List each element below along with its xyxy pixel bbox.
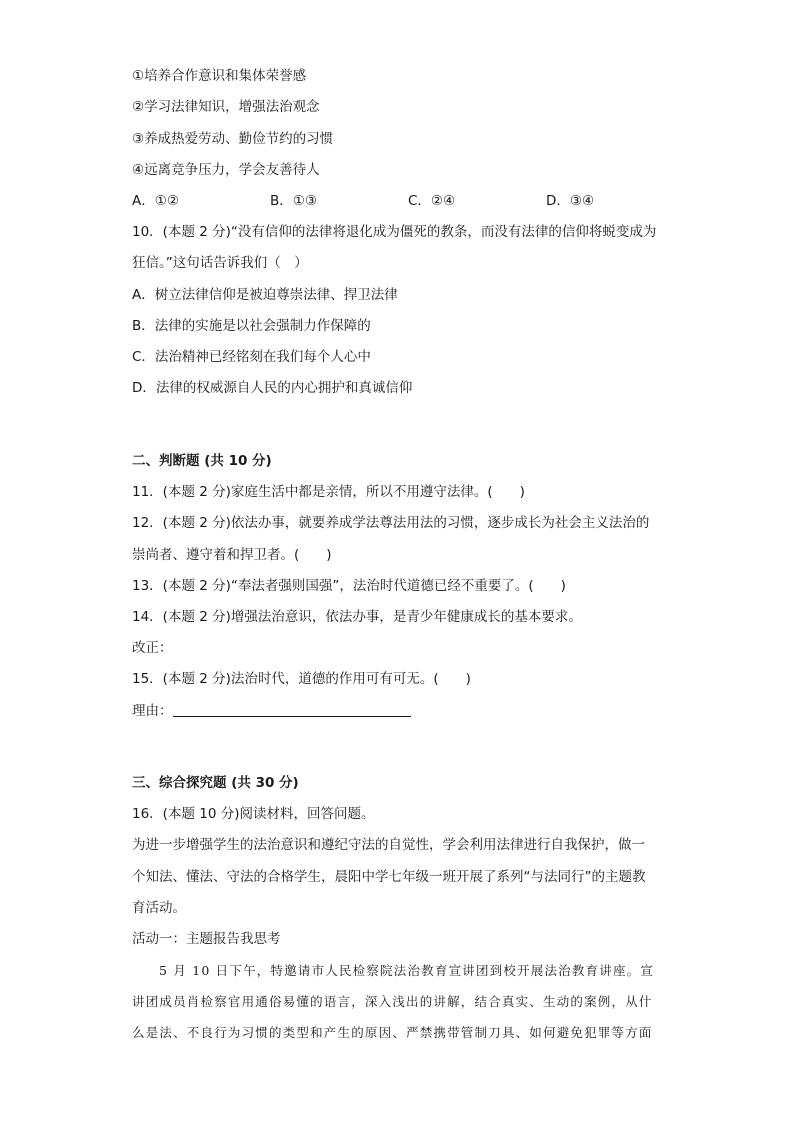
q9-option-b: B．①③ bbox=[270, 193, 317, 209]
quote-line3: 么是法、不良行为习惯的类型和产生的原因、严禁携带管制刀具、如何避免犯罪等方面 bbox=[132, 1025, 653, 1040]
q12-line1: 12．(本题 2 分)依法办事，就要养成学法尊法用法的习惯，逐步成长为社会主义法治的 bbox=[132, 515, 650, 531]
q9-item-2: ②学习法律知识，增强法治观念 bbox=[132, 99, 320, 115]
q10-option-c: C．法治精神已经铭刻在我们每个人心中 bbox=[132, 349, 371, 365]
q10-option-b: B．法律的实施是以社会强制力作保障的 bbox=[132, 318, 371, 334]
q13: 13．(本题 2 分)“奉法者强则国强”，法治时代道德已经不重要了。( ) bbox=[132, 578, 566, 594]
q15-reason-label: 理由： bbox=[132, 703, 173, 719]
q14: 14．(本题 2 分)增强法治意识，依法办事，是青少年健康成长的基本要求。 bbox=[132, 609, 582, 625]
section3-heading: 三、综合探究题 (共 30 分) bbox=[132, 775, 299, 791]
quote-line1: 5 月 10 日下午，特邀请市人民检察院法治教育宣讲团到校开展法治教育讲座。宣 bbox=[159, 963, 655, 978]
q15-reason bbox=[132, 701, 411, 721]
q11: 11．(本题 2 分)家庭生活中都是亲情，所以不用遵守法律。( ) bbox=[132, 484, 525, 500]
q9-option-d: D．③④ bbox=[546, 193, 595, 209]
q10-option-a: A．树立法律信仰是被迫尊崇法律、捍卫法律 bbox=[132, 287, 398, 303]
section2-heading: 二、判断题 (共 10 分) bbox=[132, 453, 272, 469]
q9-option-c: C．②④ bbox=[408, 193, 456, 209]
q15-answer-blank[interactable] bbox=[173, 702, 411, 717]
q16: 16．(本题 10 分)阅读材料，回答问题。 bbox=[132, 806, 375, 822]
q10-stem-line2: 狂信。”这句话告诉我们（ ） bbox=[132, 255, 308, 271]
q9-item-1: ①培养合作意识和集体荣誉感 bbox=[132, 68, 307, 84]
q9-item-4: ④远离竞争压力，学会友善待人 bbox=[132, 162, 320, 178]
q9-option-a: A．①② bbox=[132, 193, 179, 209]
material-line1: 为进一步增强学生的法治意识和遵纪守法的自觉性，学会利用法律进行自我保护，做一 bbox=[132, 837, 645, 853]
q10-stem-line1: 10．(本题 2 分)“没有信仰的法律将退化成为僵死的教条，而没有法律的信仰将蜕变成为 bbox=[132, 224, 657, 240]
q12-line2: 崇尚者、遵守着和捍卫者。( ) bbox=[132, 547, 332, 563]
q14-correction-label: 改正： bbox=[132, 640, 173, 656]
quote-line2: 讲团成员肖检察官用通俗易懂的语言，深入浅出的讲解，结合真实、生动的案例，从什 bbox=[132, 994, 653, 1009]
material-line2: 个知法、懂法、守法的合格学生，晨阳中学七年级一班开展了系列“与法同行”的主题教 bbox=[132, 869, 646, 885]
material-line3: 育活动。 bbox=[132, 900, 186, 916]
activity1-title: 活动一：主题报告我思考 bbox=[132, 931, 281, 947]
q10-option-d: D．法律的权威源自人民的内心拥护和真诚信仰 bbox=[132, 380, 413, 396]
q9-item-3: ③养成热爱劳动、勤俭节约的习惯 bbox=[132, 131, 334, 147]
q15: 15．(本题 2 分)法治时代，道德的作用可有可无。( ) bbox=[132, 671, 471, 687]
